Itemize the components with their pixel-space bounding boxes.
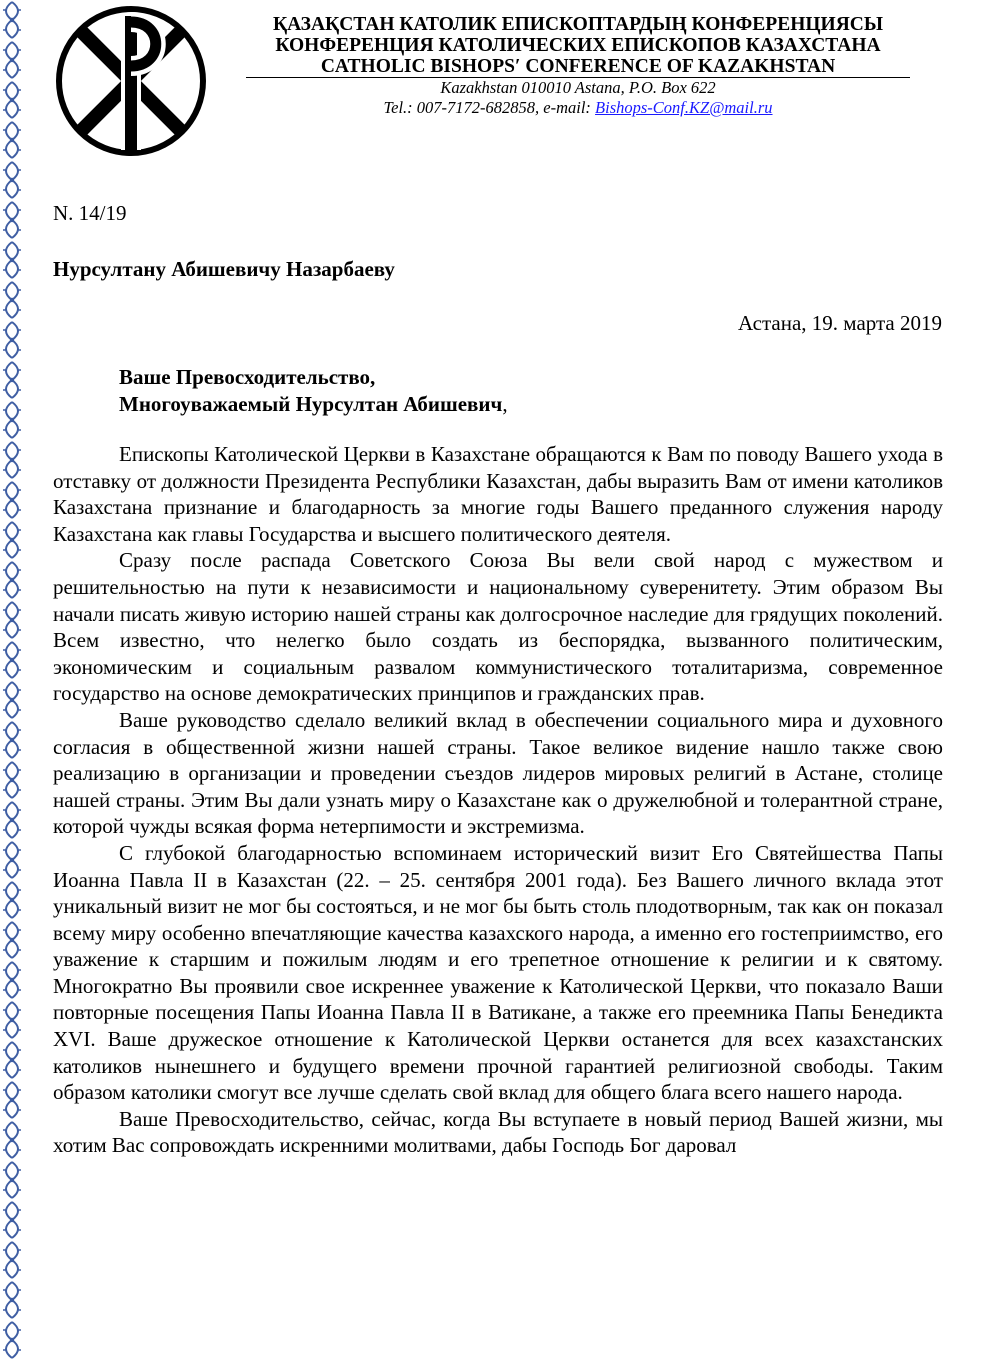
letterhead-tel: Tel.: 007-7172-682858, e-mail: — [383, 98, 596, 117]
salutation — [119, 364, 508, 418]
decorative-border-ornament — [0, 0, 24, 1359]
letterhead-contacts — [246, 98, 910, 118]
letterhead-title-ru: КОНФЕРЕНЦИЯ КАТОЛИЧЕСКИХ ЕПИСКОПОВ КАЗАХСТАНА — [275, 35, 881, 56]
paragraph: Сразу после распада Советского Союза Вы вели свой народ с мужеством и решительностью на пути к независимости и национальному суверенитету. Этим образом Вы начали писать живую историю нашей страны как долгосрочное наследие для грядущих поколений. Всем известно, что нелегко было создать из беспорядка, вызванного политическим, экономическим и социальным развалом коммунистического тоталитаризма, современное государство на основе демократических принципов и гражданских прав. — [53, 548, 943, 706]
letter-body — [53, 441, 943, 1159]
paragraph: Ваше руководство сделало великий вклад в обеспечении социального мира и духовного согласия в общественной жизни нашей страны. Такое великое видение нашло также свою реализацию в организации и проведении съездов лидеров мировых религий в Астане, столице нашей страны. Этим Вы дали узнать миру о Казахстане как о дружелюбной и толерантной стране, которой чужды всякая форма нетерпимости и экстремизма. — [53, 707, 943, 839]
paragraph: Епископы Католической Церкви в Казахстане обращаются к Вам по поводу Вашего ухода в отставку от должности Президента Республики Казахстан, дабы выразить Вам от имени католиков Казахстана признание и благодарность за многие годы Вашего преданного служения народу Казахстана как главы Государства и высшего политического деятеля. — [53, 442, 943, 546]
letterhead-rule — [246, 56, 910, 78]
letterhead-address: Kazakhstan 010010 Astana, P.O. Box 622 — [440, 78, 716, 97]
letterhead-title-en: CATHOLIC BISHOPS′ CONFERENCE OF KAZAKHSTAN — [320, 56, 836, 77]
email-link[interactable]: Bishops-Conf.KZ@mail.ru — [595, 98, 773, 117]
date-line: Астана, 19. марта 2019 — [738, 311, 942, 335]
salutation-comma: , — [502, 392, 508, 416]
salutation-name: Многоуважаемый Нурсултан Абишевич — [119, 392, 503, 416]
salutation-line-1: Ваше Превосходительство, — [119, 365, 376, 389]
recipient-name: Нурсултану Абишевичу Назарбаеву — [53, 257, 395, 281]
paragraph: С глубокой благодарностью вспоминаем исторический визит Его Святейшества Папы Иоанна Павла II в Казахстан (22. – 25. сентября 2001 года). Без Вашего личного вклада этот уникальный визит не мог бы состояться, и не мог бы быть столь плодотворным, так как он показал всему миру особенно впечатляющие качества казахского народа, а именно его гостеприимство, его уважение к старшим и пожилым людям и его трепетное отношение к религии и к святому. Многократно Вы проявили свое искреннее уважение к Католической Церкви, что показало Ваши повторные посещения Папы Иоанна Павла II в Ватикане, а также его преемника Папы Бенедикта XVI. Ваше дружеское отношение к Католической Церкви останется для всех казахстанских католиков нынешнего и будущего времени прочной гарантией религиозной свободы. Таким образом католики смогут все лучше сделать свой вклад для общего блага всего нашего народа. — [53, 840, 943, 1105]
document-number: N. 14/19 — [53, 201, 127, 225]
chi-rho-icon — [52, 2, 210, 160]
salutation-line-2 — [119, 391, 508, 418]
letterhead — [246, 14, 910, 118]
paragraph: Ваше Превосходительство, сейчас, когда Вы вступаете в новый период Вашей жизни, мы хотим Вас сопровождать искренними молитвами, дабы Господь Бог даровал — [53, 1106, 943, 1158]
letterhead-title-kz: ҚАЗАҚСТАН КАТОЛИК ЕПИСКОПТАРДЫҢ КОНФЕРЕНЦИЯСЫ — [272, 14, 884, 35]
